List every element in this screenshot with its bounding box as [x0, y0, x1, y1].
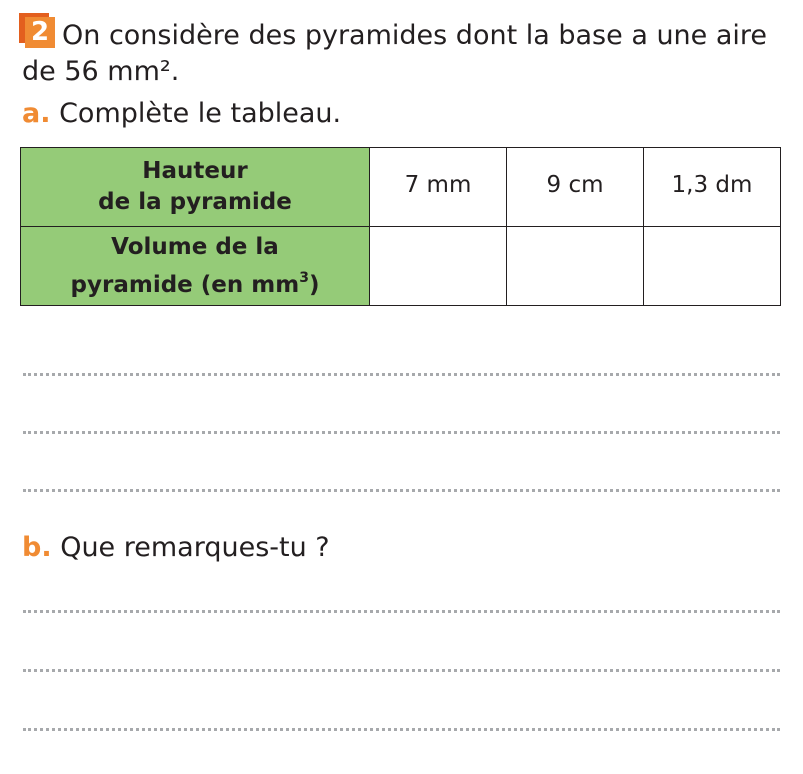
- answer-line-b-3[interactable]: [23, 728, 780, 731]
- row-header-height-line2: de la pyramide: [98, 189, 292, 215]
- question-b: [22, 531, 330, 565]
- answer-line-b-1[interactable]: [23, 610, 780, 613]
- height-cell-3: 1,3 dm: [644, 148, 781, 227]
- row-header-height: [21, 148, 370, 227]
- row-header-height-line1: Hauteur: [142, 158, 248, 184]
- volume-answer-cell-1[interactable]: [370, 227, 507, 306]
- question-a-letter: a.: [22, 98, 51, 129]
- volume-answer-cell-3[interactable]: [644, 227, 781, 306]
- exercise-number-badge: [22, 17, 56, 47]
- table-row-volume: [21, 227, 781, 306]
- height-cell-1: 7 mm: [370, 148, 507, 227]
- volume-answer-cell-2[interactable]: [507, 227, 644, 306]
- row-header-volume-close: ): [308, 271, 320, 298]
- answer-line-a-1[interactable]: [23, 373, 780, 376]
- answer-line-b-2[interactable]: [23, 669, 780, 672]
- row-header-volume-line1: Volume de la: [111, 233, 279, 260]
- table-row-height: [21, 148, 781, 227]
- row-header-volume-line2: pyramide (en mm: [70, 271, 300, 298]
- pyramid-volume-table: [20, 147, 781, 306]
- exercise-statement: [22, 17, 797, 90]
- question-a-text: Complète le tableau.: [59, 98, 342, 129]
- height-cell-2: 9 cm: [507, 148, 644, 227]
- row-header-volume: [21, 227, 370, 306]
- exercise-number: 2: [25, 17, 55, 48]
- row-header-volume-exponent: 3: [299, 269, 309, 286]
- answer-line-a-3[interactable]: [23, 489, 780, 492]
- question-b-letter: b.: [22, 532, 52, 563]
- question-a: [22, 97, 341, 131]
- exercise-intro-text: On considère des pyramides dont la base a une aire de 56 mm².: [22, 20, 768, 87]
- question-b-text: Que remarques-tu ?: [60, 532, 330, 563]
- answer-line-a-2[interactable]: [23, 431, 780, 434]
